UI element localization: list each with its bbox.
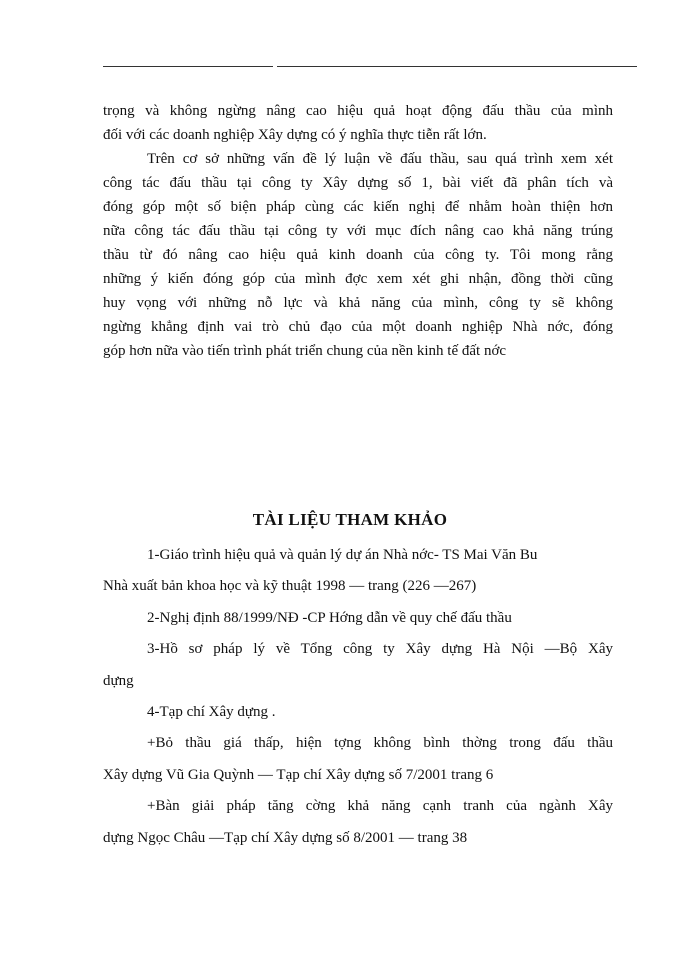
paragraph-line: ngừng khẳng định vai trò chủ đạo của một doanh nghiệp Nhà nớc, đóng	[103, 319, 613, 335]
references-list	[103, 540, 613, 854]
reference-line: dựng	[103, 672, 134, 689]
paragraph-line: những ý kiến đóng góp của mình đợc xem xét ghi nhận, đồng thời cũng	[103, 271, 613, 287]
reference-line: Nhà xuất bản khoa học và kỹ thuật 1998 — trang (226 —267)	[103, 578, 477, 595]
references-title: TÀI LIỆU THAM KHẢO	[252, 510, 448, 529]
paragraph-line: huy vọng với những nỗ lực và khả năng của mình, công ty sẽ không	[103, 295, 613, 311]
paragraph-line: nữa công tác đấu thầu tại công ty với mục đích nâng cao khả năng trúng	[103, 223, 613, 239]
reference-line: +Bàn giải pháp tăng cờng khả năng cạnh tranh của ngành Xây	[147, 798, 613, 815]
paragraph-line: đối với các doanh nghiệp Xây dựng có ý nghĩa thực tiễn rất lớn.	[103, 127, 487, 143]
reference-line: dựng Ngọc Châu —Tạp chí Xây dựng số 8/2001 — trang 38	[103, 829, 468, 846]
paragraph-line: thầu từ đó nâng cao hiệu quả kinh doanh của công ty. Tôi mong rằng	[103, 247, 613, 263]
paragraph-line: đóng góp một số biện pháp cùng các kiến nghị để nhằm hoàn thiện hơn	[103, 199, 613, 215]
paragraph-line: trọng và không ngừng nâng cao hiệu quả hoạt động đấu thầu của mình	[103, 103, 613, 119]
conclusion-section	[103, 99, 613, 363]
reference-line: 2-Nghị định 88/1999/NĐ -CP Hớng dẫn về quy chế đấu thầu	[147, 609, 512, 626]
reference-line: Xây dựng Vũ Gia Quỳnh — Tạp chí Xây dựng số 7/2001 trang 6	[103, 766, 494, 783]
paragraph-line: Trên cơ sở những vấn đề lý luận về đấu thầu, sau quá trình xem xét	[147, 151, 613, 167]
reference-line: 1-Giáo trình hiệu quả và quản lý dự án Nhà nớc- TS Mai Văn Bu	[147, 547, 538, 563]
reference-line: 4-Tạp chí Xây dựng .	[147, 703, 276, 720]
paragraph-line: công tác đấu thầu tại công ty Xây dựng số 1, bài viết đã phân tích và	[103, 175, 613, 191]
reference-line: 3-Hồ sơ pháp lý về Tổng công ty Xây dựng Hà Nội —Bộ Xây	[147, 641, 613, 658]
header-rule-right	[277, 66, 637, 67]
header-rule-left	[103, 66, 273, 67]
reference-line: +Bỏ thầu giá thấp, hiện tợng không bình thờng trong đấu thầu	[147, 735, 613, 752]
paragraph-line: góp hơn nữa vào tiến trình phát triển chung của nền kinh tế đất nớc	[103, 343, 507, 359]
